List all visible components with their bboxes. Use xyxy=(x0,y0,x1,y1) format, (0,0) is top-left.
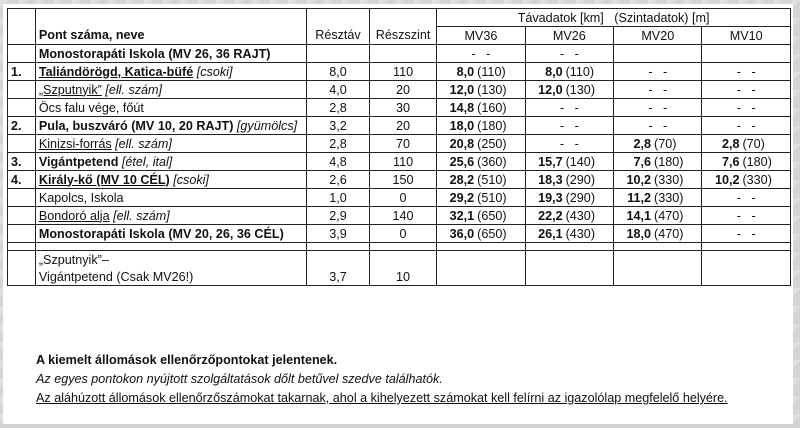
empty-value-dash: - - xyxy=(736,118,756,133)
distance-value: 26,1 xyxy=(538,226,563,241)
altitude-value: (160) xyxy=(477,100,507,115)
route-cell-mv36 xyxy=(437,153,525,171)
checkpoint-row xyxy=(8,189,791,207)
col-name-header: Pont száma, neve xyxy=(35,27,306,45)
extra-resztav: 3,7 xyxy=(307,268,370,286)
checkpoint-number xyxy=(8,189,36,207)
route-cell-mv26 xyxy=(525,63,613,81)
checkpoint-name-cell xyxy=(35,225,306,243)
route-cell-mv36 xyxy=(437,189,525,207)
checkpoint-number: 2. xyxy=(8,117,36,135)
distance-value: 12,0 xyxy=(449,82,475,97)
empty-value-dash: - - xyxy=(736,82,756,97)
resztav-value: 4,0 xyxy=(307,81,370,99)
route-cell-mv36 xyxy=(437,45,525,63)
reszszint-value: 0 xyxy=(369,225,436,243)
underline-note: Az aláhúzott állomások ellenőrzőszámokat takarnak, ahol a kihelyezett számokat kell felírni az igazolólap megfelelő helyére. xyxy=(36,391,728,405)
route-cell-mv36 xyxy=(437,63,525,81)
altitude-value: (430) xyxy=(565,226,596,241)
route-cell-mv10 xyxy=(702,135,791,153)
altitude-value: (290) xyxy=(565,190,596,205)
checkpoint-name-cell xyxy=(35,117,306,135)
checkpoint-name-cell xyxy=(35,45,306,63)
distance-value: 12,0 xyxy=(538,82,563,97)
route-cell-mv20 xyxy=(614,189,702,207)
distance-value: 18,0 xyxy=(449,118,475,133)
service-note: [ell. szám] xyxy=(113,208,170,223)
route-cell-mv26 xyxy=(525,153,613,171)
checkpoint-name-cell xyxy=(35,99,306,117)
checkpoint-row xyxy=(8,225,791,243)
spacer-row xyxy=(8,243,791,251)
empty-value-dash: - - xyxy=(648,118,668,133)
resztav-value: 3,2 xyxy=(307,117,370,135)
altitude-value: (650) xyxy=(477,226,507,241)
altitude-value: (510) xyxy=(477,172,507,187)
route-cell-mv26 xyxy=(525,189,613,207)
checkpoint-name: Monostorapáti Iskola (MV 20, 26, 36 CÉL) xyxy=(38,226,284,241)
reszszint-value: 70 xyxy=(369,135,436,153)
distance-value: 7,6 xyxy=(633,154,652,169)
empty-value-dash: - - xyxy=(736,190,756,205)
checkpoint-name: Bondoró alja xyxy=(38,208,110,223)
distance-value: 10,2 xyxy=(714,172,740,187)
distance-value: 8,0 xyxy=(456,64,475,79)
checkpoint-number xyxy=(8,99,36,117)
route-cell-mv10 xyxy=(702,207,791,225)
checkpoint-name: Kapolcs, Iskola xyxy=(38,190,124,205)
distance-value: 18,0 xyxy=(626,226,652,241)
reszszint-value: 150 xyxy=(369,171,436,189)
checkpoint-number xyxy=(8,45,36,63)
altitude-value: (330) xyxy=(654,172,684,187)
empty-value-dash: - - xyxy=(559,100,579,115)
distance-value: 29,2 xyxy=(449,190,475,205)
route-cell-mv10 xyxy=(702,153,791,171)
checkpoint-name-cell xyxy=(35,153,306,171)
checkpoint-number: 1. xyxy=(8,63,36,81)
altitude-value: (180) xyxy=(477,118,507,133)
empty-value-dash: - - xyxy=(648,82,668,97)
route-cell-mv26 xyxy=(525,135,613,153)
checkpoint-name: Pula, buszváró (MV 10, 20 RAJT) xyxy=(38,118,234,133)
header-row-top xyxy=(8,9,791,27)
checkpoint-row xyxy=(8,63,791,81)
altitude-value: (430) xyxy=(565,208,596,223)
altitude-value: (110) xyxy=(477,64,506,79)
checkpoint-name: Öcs falu vége, főút xyxy=(38,100,144,115)
service-note: [csoki] xyxy=(173,172,209,187)
route-cell-mv20 xyxy=(614,207,702,225)
reszszint-value: 30 xyxy=(369,99,436,117)
header-row xyxy=(8,27,791,45)
distance-value: 10,2 xyxy=(626,172,652,187)
resztav-value: 2,9 xyxy=(307,207,370,225)
extra-reszszint: 10 xyxy=(369,268,436,286)
checkpoint-name-cell xyxy=(35,171,306,189)
route-cell-mv10 xyxy=(702,81,791,99)
reszszint-value: 110 xyxy=(369,63,436,81)
route-cell-mv36 xyxy=(437,99,525,117)
altitude-value: (330) xyxy=(654,190,684,205)
checkpoint-number xyxy=(8,135,36,153)
resztav-value: 2,6 xyxy=(307,171,370,189)
checkpoint-row xyxy=(8,81,791,99)
extra-row-line1 xyxy=(8,251,791,269)
legend-notes xyxy=(36,351,776,408)
distance-value: 25,6 xyxy=(449,154,475,169)
resztav-value: 2,8 xyxy=(307,135,370,153)
distance-value: 19,3 xyxy=(538,190,563,205)
distance-value: 20,8 xyxy=(449,136,475,151)
distance-value: 28,2 xyxy=(449,172,475,187)
route-cell-mv10 xyxy=(702,117,791,135)
resztav-value: 1,0 xyxy=(307,189,370,207)
checkpoint-number xyxy=(8,225,36,243)
route-cell-mv10 xyxy=(702,63,791,81)
distance-value: 14,8 xyxy=(449,100,475,115)
bold-note: A kiemelt állomások ellenőrzőpontokat jelentenek. xyxy=(36,353,338,367)
col-reszszint-header: Részszint xyxy=(369,27,436,45)
resztav-value: 3,9 xyxy=(307,225,370,243)
distance-value: 2,8 xyxy=(721,136,740,151)
route-cell-mv10 xyxy=(702,225,791,243)
reszszint-value: 110 xyxy=(369,153,436,171)
col-mv36-header: MV36 xyxy=(437,27,525,45)
empty-value-dash: - - xyxy=(736,100,756,115)
checkpoint-number: 3. xyxy=(8,153,36,171)
extra-name-line1: „Szputnyik”– xyxy=(35,251,306,269)
extra-row-line2 xyxy=(8,268,791,286)
checkpoint-row xyxy=(8,117,791,135)
checkpoint-row xyxy=(8,135,791,153)
route-cell-mv10 xyxy=(702,189,791,207)
route-cell-mv26 xyxy=(525,207,613,225)
reszszint-value: 20 xyxy=(369,117,436,135)
route-cell-mv20 xyxy=(614,171,702,189)
empty-value-dash: - - xyxy=(736,208,756,223)
route-cell-mv20 xyxy=(614,135,702,153)
checkpoint-row xyxy=(8,207,791,225)
checkpoint-name: Király-kő (MV 10 CÉL) xyxy=(38,172,170,187)
empty-value-dash: - - xyxy=(736,226,756,241)
distance-value: 36,0 xyxy=(449,226,475,241)
altitude-value: (650) xyxy=(477,208,507,223)
checkpoint-number xyxy=(8,81,36,99)
empty-value-dash: - - xyxy=(559,118,579,133)
route-cell-mv36 xyxy=(437,117,525,135)
route-cell-mv20 xyxy=(614,45,702,63)
altitude-value: (180) xyxy=(654,154,684,169)
resztav-value: 4,8 xyxy=(307,153,370,171)
col-mv26-header: MV26 xyxy=(525,27,613,45)
checkpoint-name: „Szputnyik” xyxy=(38,82,102,97)
route-cell-mv20 xyxy=(614,225,702,243)
route-cell-mv10 xyxy=(702,45,791,63)
extra-name-line2: Vigántpetend (Csak MV26!) xyxy=(35,268,306,286)
altitude-value: (130) xyxy=(477,82,507,97)
reszszint-value xyxy=(369,45,436,63)
route-cell-mv26 xyxy=(525,117,613,135)
altitude-value: (360) xyxy=(477,154,507,169)
reszszint-value: 20 xyxy=(369,81,436,99)
altitude-value: (70) xyxy=(742,136,765,151)
route-cell-mv36 xyxy=(437,171,525,189)
route-cell-mv26 xyxy=(525,81,613,99)
checkpoint-number: 4. xyxy=(8,171,36,189)
checkpoint-name-cell xyxy=(35,207,306,225)
route-cell-mv20 xyxy=(614,117,702,135)
empty-value-dash: - - xyxy=(648,64,668,79)
resztav-value xyxy=(307,45,370,63)
route-cell-mv36 xyxy=(437,207,525,225)
route-cell-mv20 xyxy=(614,63,702,81)
empty-value-dash: - - xyxy=(559,46,579,61)
route-cell-mv26 xyxy=(525,171,613,189)
col-mv10-header: MV10 xyxy=(702,27,791,45)
altitude-value: (140) xyxy=(565,154,596,169)
altitude-value: (110) xyxy=(565,64,595,79)
service-note: [gyümölcs] xyxy=(236,118,298,133)
checkpoint-name-cell xyxy=(35,189,306,207)
service-note: [ell. szám] xyxy=(105,82,163,97)
checkpoint-name: Monostorapáti Iskola (MV 26, 36 RAJT) xyxy=(38,46,271,61)
col-mv20-header: MV20 xyxy=(614,27,702,45)
distance-value: 15,7 xyxy=(538,154,563,169)
route-cell-mv26 xyxy=(525,225,613,243)
altitude-value: (70) xyxy=(654,136,677,151)
distance-value: 11,2 xyxy=(627,190,652,205)
empty-value-dash: - - xyxy=(736,64,756,79)
distance-value: 14,1 xyxy=(626,208,652,223)
altitude-value: (470) xyxy=(654,208,684,223)
resztav-value: 8,0 xyxy=(307,63,370,81)
checkpoint-row xyxy=(8,171,791,189)
altitude-value: (130) xyxy=(565,82,596,97)
route-cell-mv20 xyxy=(614,153,702,171)
resztav-value: 2,8 xyxy=(307,99,370,117)
checkpoint-row xyxy=(8,153,791,171)
altitude-value: (470) xyxy=(654,226,684,241)
reszszint-value: 140 xyxy=(369,207,436,225)
route-cell-mv10 xyxy=(702,99,791,117)
checkpoint-name-cell xyxy=(35,81,306,99)
service-note: [étel, ital] xyxy=(121,154,173,169)
checkpoint-row xyxy=(8,99,791,117)
altitude-value: (290) xyxy=(565,172,596,187)
checkpoint-number xyxy=(8,207,36,225)
col-resztav-header: Résztáv xyxy=(307,27,370,45)
checkpoint-name: Kinizsi-forrás xyxy=(38,136,112,151)
checkpoint-name: Taliándörögd, Katica-büfé xyxy=(38,64,194,79)
distance-value: 22,2 xyxy=(538,208,563,223)
italic-note: Az egyes pontokon nyújtott szolgáltatások dőlt betűvel szedve találhatók. xyxy=(36,372,443,386)
empty-value-dash: - - xyxy=(648,100,668,115)
checkpoint-name-cell xyxy=(35,135,306,153)
altitude-value: (250) xyxy=(477,136,507,151)
empty-value-dash: - - xyxy=(559,136,579,151)
route-cell-mv36 xyxy=(437,81,525,99)
reszszint-value: 0 xyxy=(369,189,436,207)
route-cell-mv20 xyxy=(614,99,702,117)
empty-value-dash: - - xyxy=(471,46,491,61)
route-table xyxy=(7,8,791,286)
route-cell-mv36 xyxy=(437,225,525,243)
route-cell-mv26 xyxy=(525,45,613,63)
service-note: [csoki] xyxy=(196,64,233,79)
route-cell-mv20 xyxy=(614,81,702,99)
service-note: [ell. szám] xyxy=(115,136,172,151)
altitude-value: (510) xyxy=(477,190,507,205)
checkpoint-row xyxy=(8,45,791,63)
altitude-value: (180) xyxy=(742,154,772,169)
route-cell-mv36 xyxy=(437,135,525,153)
distance-value: 32,1 xyxy=(449,208,475,223)
distance-value: 8,0 xyxy=(545,64,563,79)
route-cell-mv10 xyxy=(702,171,791,189)
checkpoint-name-cell xyxy=(35,63,306,81)
checkpoint-name: Vigántpetend xyxy=(38,154,119,169)
distance-value: 18,3 xyxy=(538,172,563,187)
distance-value: 7,6 xyxy=(721,154,740,169)
route-cell-mv26 xyxy=(525,99,613,117)
distance-group-title: Távadatok [km] (Szintadatok) [m] xyxy=(437,9,791,27)
distance-value: 2,8 xyxy=(633,136,652,151)
altitude-value: (330) xyxy=(742,172,772,187)
